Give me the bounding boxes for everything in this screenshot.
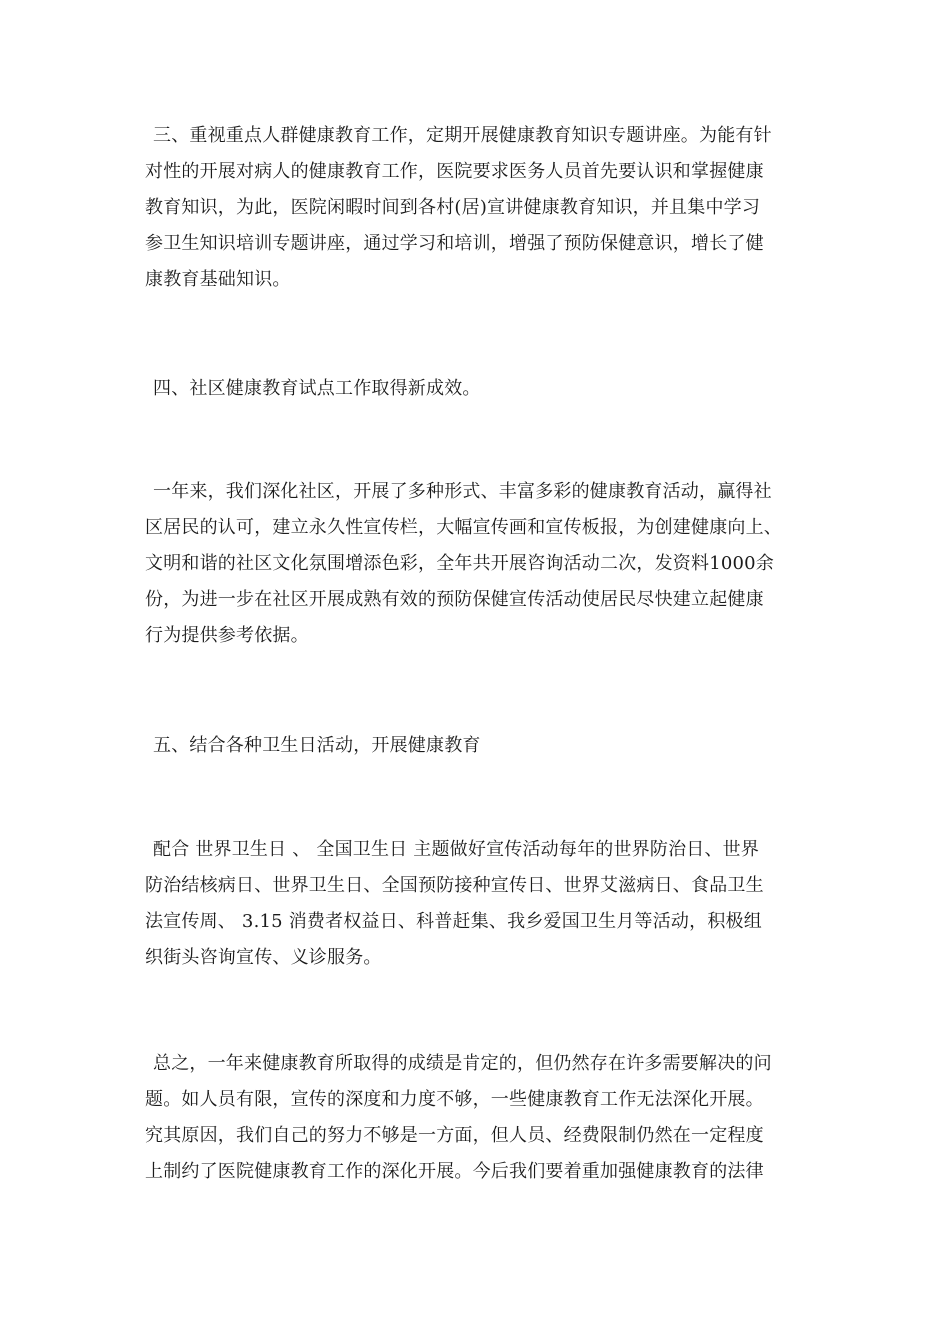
heading-section-five — [145, 728, 805, 764]
text-line: 份，为进一步在社区开展成熟有效的预防保健宣传活动使居民尽快建立起健康 — [145, 589, 764, 610]
text-line: 防治结核病日、世界卫生日、全国预防接种宣传日、世界艾滋病日、食品卫生 — [145, 875, 764, 896]
text-line: 究其原因，我们自己的努力不够是一方面，但人员、经费限制仍然在一定程度 — [145, 1125, 764, 1146]
text-line: 康教育基础知识。 — [145, 269, 291, 290]
text-line: 一年来，我们深化社区，开展了多种形式、丰富多彩的健康教育活动，赢得社 — [153, 481, 772, 502]
heading-section-four — [145, 371, 805, 407]
text-line: 题。如人员有限，宣传的深度和力度不够，一些健康教育工作无法深化开展。 — [145, 1089, 764, 1110]
text-line: 法宣传周、 3.15 消费者权益日、科普赶集、我乡爱国卫生月等活动，积极组 — [145, 911, 762, 932]
text-line: 对性的开展对病人的健康教育工作，医院要求医务人员首先要认识和掌握健康 — [145, 161, 764, 182]
section-heading: 四、社区健康教育试点工作取得新成效。 — [153, 378, 481, 399]
text-line: 三、重视重点人群健康教育工作，定期开展健康教育知识专题讲座。为能有针 — [153, 125, 772, 146]
paragraph-section-three — [145, 118, 805, 298]
text-line: 参卫生知识培训专题讲座，通过学习和培训，增强了预防保健意识，增长了健 — [145, 233, 764, 254]
text-line: 织街头咨询宣传、义诊服务。 — [145, 947, 382, 968]
text-line: 配合 世界卫生日 、 全国卫生日 主题做好宣传活动每年的世界防治日、世界 — [153, 839, 760, 860]
paragraph-section-five — [145, 832, 805, 976]
text-line: 教育知识，为此，医院闲暇时间到各村(居)宣讲健康教育知识，并且集中学习 — [145, 197, 761, 218]
text-line: 上制约了医院健康教育工作的深化开展。今后我们要着重加强健康教育的法律 — [145, 1161, 764, 1182]
text-line: 文明和谐的社区文化氛围增添色彩，全年共开展咨询活动二次，发资料1000余 — [145, 553, 775, 574]
paragraph-section-four — [145, 474, 805, 654]
paragraph-summary — [145, 1046, 805, 1190]
text-line: 行为提供参考依据。 — [145, 625, 309, 646]
section-heading: 五、结合各种卫生日活动，开展健康教育 — [153, 735, 481, 756]
text-line: 总之，一年来健康教育所取得的成绩是肯定的，但仍然存在许多需要解决的问 — [153, 1053, 772, 1074]
text-line: 区居民的认可，建立永久性宣传栏，大幅宣传画和宣传板报，为创建健康向上、 — [145, 517, 782, 538]
